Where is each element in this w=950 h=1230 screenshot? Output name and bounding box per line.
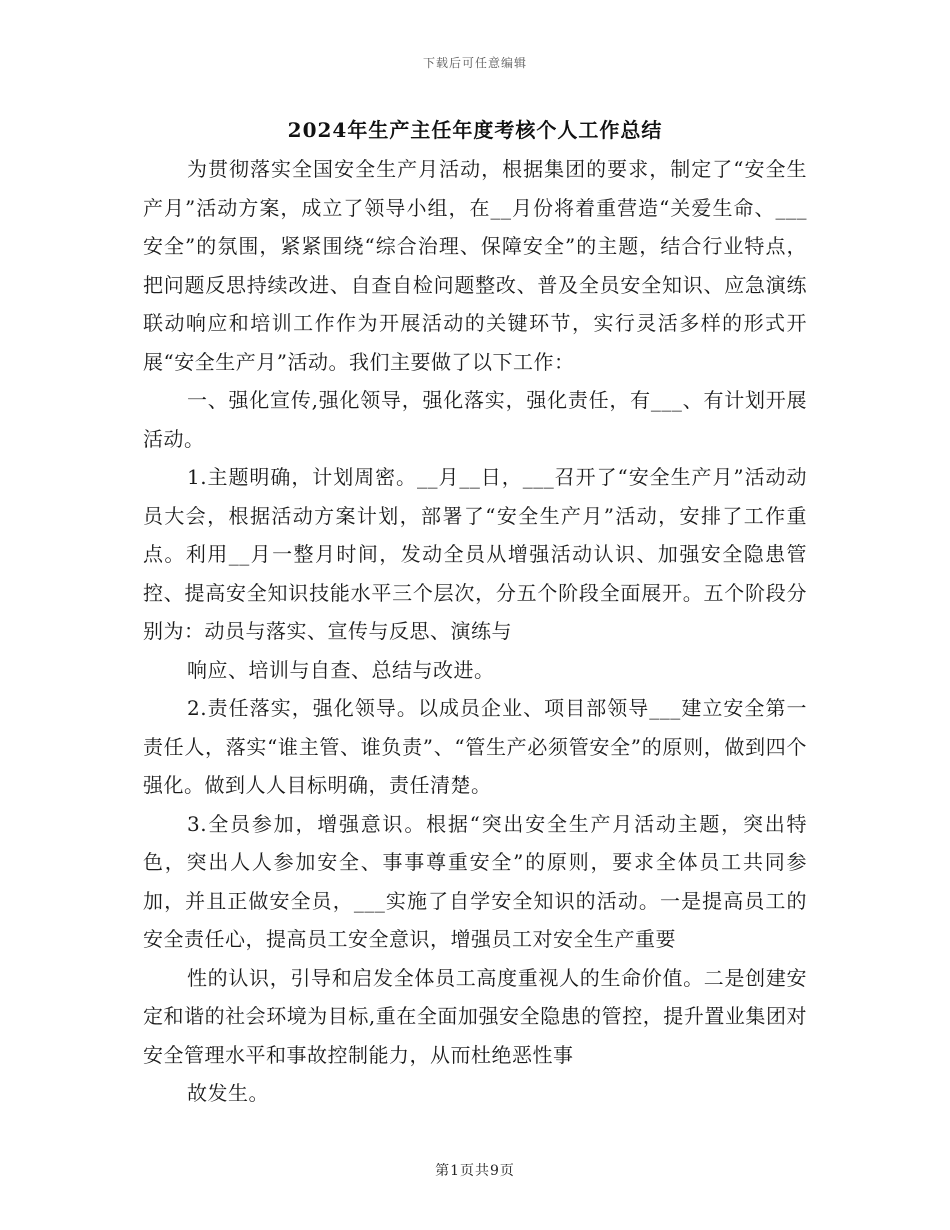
- document-body: [143, 150, 807, 1113]
- paragraph-item-1: 1.主题明确，计划周密。__月__日，___召开了“安全生产月”活动动员大会，根据活动方案计划，部署了“安全生产月”活动，安排了工作重点。利用__月一整月时间，发动全员从增强活动认识、加强安全隐患管控、提高安全知识技能水平三个层次，分五个阶段全面展开。五个阶段分别为：动员与落实、宣传与反思、演练与: [143, 465, 807, 643]
- paragraph-item-2: 2.责任落实，强化领导。以成员企业、项目部领导___建立安全第一责任人，落实“谁主管、谁负责”、“管生产必须管安全”的原则，做到四个强化。做到人人目标明确，责任清楚。: [143, 696, 807, 797]
- paragraph-intro: 为贯彻落实全国安全生产月活动，根据集团的要求，制定了“安全生产月”活动方案，成立了领导小组，在__月份将着重营造“关爱生命、___安全”的氛围，紧紧围绕“综合治理、保障安全”的主题，结合行业特点，把问题反思持续改进、自查自检问题整改、普及全员安全知识、应急演练联动响应和培训工作作为开展活动的关键环节，实行灵活多样的形式开展“安全生产月”活动。我们主要做了以下工作：: [143, 157, 807, 374]
- paragraph-item-1-continued: 响应、培训与自查、总结与改进。: [187, 657, 495, 682]
- paragraph-section-one: 一、强化宣传,强化领导，强化落实，强化责任，有___、有计划开展活动。: [143, 388, 807, 451]
- page-number: 第1页共9页: [435, 1163, 515, 1179]
- paragraph-item-3: 3.全员参加，增强意识。根据“突出安全生产月活动主题，突出特色，突出人人参加安全、事事尊重安全”的原则，要求全体员工共同参加，并且正做安全员，___实施了自学安全知识的活动。一是提高员工的安全责任心，提高员工安全意识，增强员工对安全生产重要: [143, 811, 807, 951]
- document-title: 2024年生产主任年度考核个人工作总结: [287, 118, 663, 142]
- paragraph-item-3-continued: 性的认识，引导和启发全体员工高度重视人的生命价值。二是创建安定和谐的社会环境为目标,重在全面加强安全隐患的管控，提升置业集团对安全管理水平和事故控制能力，从而杜绝恶性事: [143, 965, 807, 1067]
- header-note: 下载后可任意编辑: [422, 56, 527, 70]
- paragraph-item-3-end: 故发生。: [187, 1081, 269, 1105]
